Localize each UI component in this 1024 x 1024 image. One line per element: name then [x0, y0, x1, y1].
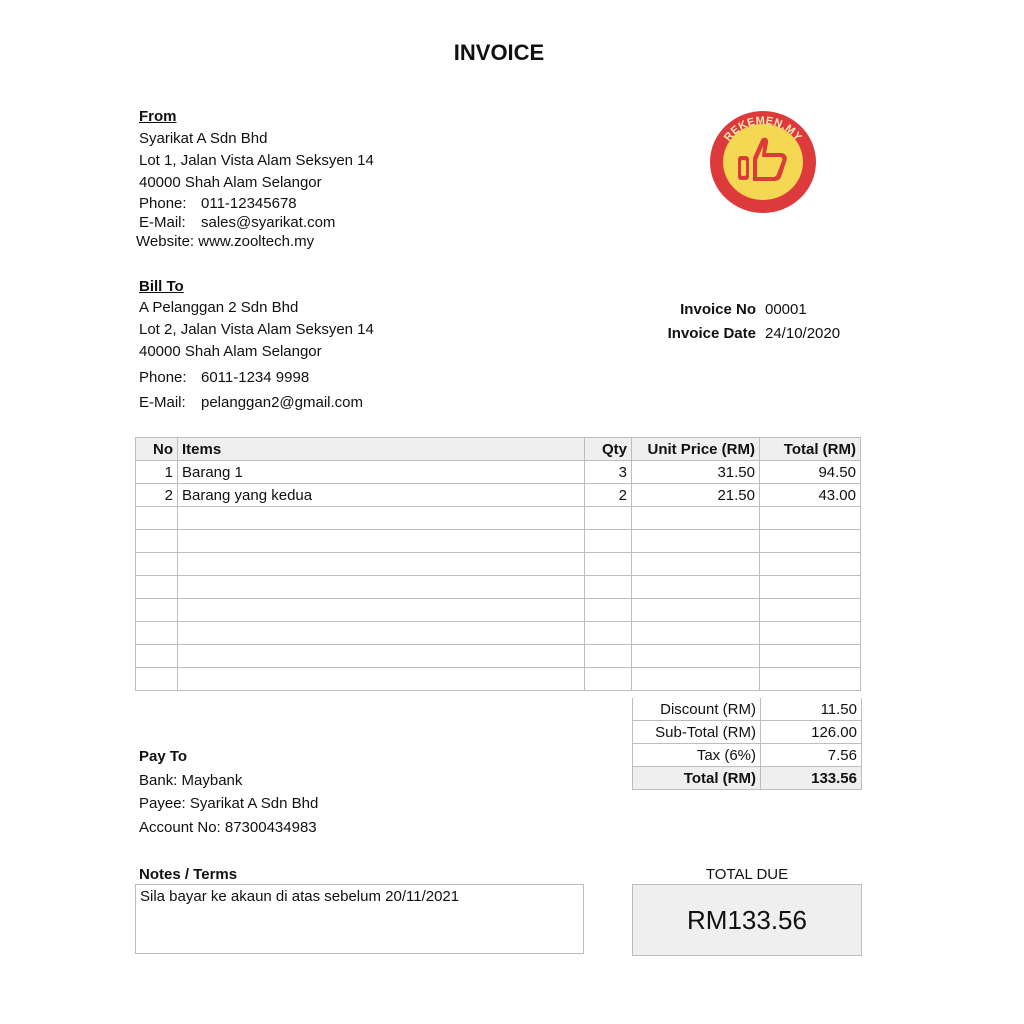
invoice-date: 24/10/2020 — [765, 325, 841, 342]
company-logo — [709, 110, 817, 214]
subtotal-row — [633, 721, 862, 744]
bill-to-address-1: Lot 2, Jalan Vista Alam Seksyen 14 — [139, 321, 374, 338]
bill-to-heading: Bill To — [139, 278, 184, 295]
col-unit-price-header: Unit Price (RM) — [632, 438, 760, 461]
discount-label: Discount (RM) — [633, 698, 761, 721]
total-row — [633, 767, 862, 790]
discount-value: 11.50 — [761, 698, 862, 721]
row-unit-price — [632, 507, 760, 530]
table-row — [136, 484, 861, 507]
invoice-no: 00001 — [765, 301, 807, 318]
row-qty — [585, 576, 632, 599]
pay-to-payee: Payee: Syarikat A Sdn Bhd — [139, 795, 319, 812]
row-unit-price: 21.50 — [632, 484, 760, 507]
row-unit-price — [632, 553, 760, 576]
thumbs-up-icon — [709, 110, 817, 214]
from-address-2: 40000 Shah Alam Selangor — [139, 174, 322, 191]
invoice-no-label: Invoice No — [680, 301, 756, 318]
bill-to-phone-label: Phone: — [139, 369, 187, 386]
row-qty — [585, 530, 632, 553]
from-phone: 011-12345678 — [201, 195, 297, 212]
from-email-label: E-Mail: — [139, 214, 186, 231]
from-email: sales@syarikat.com — [201, 214, 336, 231]
row-unit-price — [632, 576, 760, 599]
notes-box — [135, 884, 584, 954]
row-qty — [585, 645, 632, 668]
row-no — [136, 668, 178, 691]
row-no — [136, 645, 178, 668]
table-row — [136, 507, 861, 530]
pay-to-heading: Pay To — [139, 748, 188, 765]
table-row — [136, 576, 861, 599]
row-unit-price — [632, 530, 760, 553]
row-unit-price: 31.50 — [632, 461, 760, 484]
items-table — [135, 437, 861, 691]
row-total — [760, 553, 861, 576]
total-label: Total (RM) — [633, 767, 761, 790]
table-row — [136, 645, 861, 668]
row-unit-price — [632, 668, 760, 691]
row-no — [136, 530, 178, 553]
row-item — [178, 599, 585, 622]
table-row — [136, 622, 861, 645]
row-unit-price — [632, 622, 760, 645]
invoice-date-label: Invoice Date — [667, 325, 756, 342]
from-website: www.zooltech.my — [198, 233, 315, 250]
row-item — [178, 576, 585, 599]
table-row — [136, 668, 861, 691]
from-heading: From — [139, 108, 177, 125]
totals-table — [632, 698, 862, 790]
row-item — [178, 668, 585, 691]
row-total — [760, 645, 861, 668]
bill-to-email-row — [139, 394, 363, 411]
row-total: 94.50 — [760, 461, 861, 484]
row-qty — [585, 599, 632, 622]
row-item — [178, 507, 585, 530]
invoice-title: INVOICE — [453, 40, 545, 65]
bill-to-phone: 6011-1234 9998 — [201, 369, 310, 386]
row-total — [760, 668, 861, 691]
row-qty: 3 — [585, 461, 632, 484]
notes-text: Sila bayar ke akaun di atas sebelum 20/11/2021 — [140, 888, 460, 905]
tax-row — [633, 744, 862, 767]
row-total — [760, 599, 861, 622]
row-item: Barang 1 — [178, 461, 585, 484]
row-item — [178, 553, 585, 576]
row-item — [178, 622, 585, 645]
tax-value: 7.56 — [761, 744, 862, 767]
from-website-row — [136, 233, 314, 250]
pay-to-bank: Bank: Maybank — [139, 772, 243, 789]
total-due-label: TOTAL DUE — [705, 866, 789, 883]
row-no — [136, 553, 178, 576]
tax-label: Tax (6%) — [633, 744, 761, 767]
svg-text:REKEMEN.MY: REKEMEN.MY — [721, 114, 805, 144]
items-header-row — [136, 438, 861, 461]
col-items-header: Items — [178, 438, 585, 461]
bill-to-phone-row — [139, 369, 309, 386]
table-row — [136, 461, 861, 484]
row-no — [136, 599, 178, 622]
row-no — [136, 622, 178, 645]
bill-to-company: A Pelanggan 2 Sdn Bhd — [139, 299, 299, 316]
bill-to-address-2: 40000 Shah Alam Selangor — [139, 343, 322, 360]
row-total — [760, 530, 861, 553]
col-qty-header: Qty — [585, 438, 632, 461]
row-qty — [585, 553, 632, 576]
col-total-header: Total (RM) — [760, 438, 861, 461]
row-total: 43.00 — [760, 484, 861, 507]
from-company: Syarikat A Sdn Bhd — [139, 130, 268, 147]
row-qty — [585, 622, 632, 645]
from-phone-label: Phone: — [139, 195, 187, 212]
row-total — [760, 507, 861, 530]
row-total — [760, 622, 861, 645]
bill-to-email: pelanggan2@gmail.com — [201, 394, 363, 411]
row-no: 2 — [136, 484, 178, 507]
row-qty — [585, 668, 632, 691]
total-due-amount: RM133.56 — [687, 904, 807, 935]
col-no-header: No — [136, 438, 178, 461]
notes-heading: Notes / Terms — [139, 866, 238, 883]
discount-row — [633, 698, 862, 721]
row-qty — [585, 507, 632, 530]
row-no — [136, 576, 178, 599]
table-row — [136, 530, 861, 553]
row-item — [178, 645, 585, 668]
row-unit-price — [632, 645, 760, 668]
row-no: 1 — [136, 461, 178, 484]
bill-to-email-label: E-Mail: — [139, 394, 186, 411]
table-row — [136, 599, 861, 622]
row-item — [178, 530, 585, 553]
row-total — [760, 576, 861, 599]
row-unit-price — [632, 599, 760, 622]
row-item: Barang yang kedua — [178, 484, 585, 507]
from-address-1: Lot 1, Jalan Vista Alam Seksyen 14 — [139, 152, 374, 169]
from-email-row — [139, 214, 335, 231]
total-due-box — [632, 884, 862, 956]
subtotal-label: Sub-Total (RM) — [633, 721, 761, 744]
row-no — [136, 507, 178, 530]
table-row — [136, 553, 861, 576]
row-qty: 2 — [585, 484, 632, 507]
subtotal-value: 126.00 — [761, 721, 862, 744]
from-phone-row — [139, 195, 297, 212]
from-website-label: Website: — [136, 233, 195, 250]
total-value: 133.56 — [761, 767, 862, 790]
pay-to-account: Account No: 87300434983 — [139, 819, 317, 836]
